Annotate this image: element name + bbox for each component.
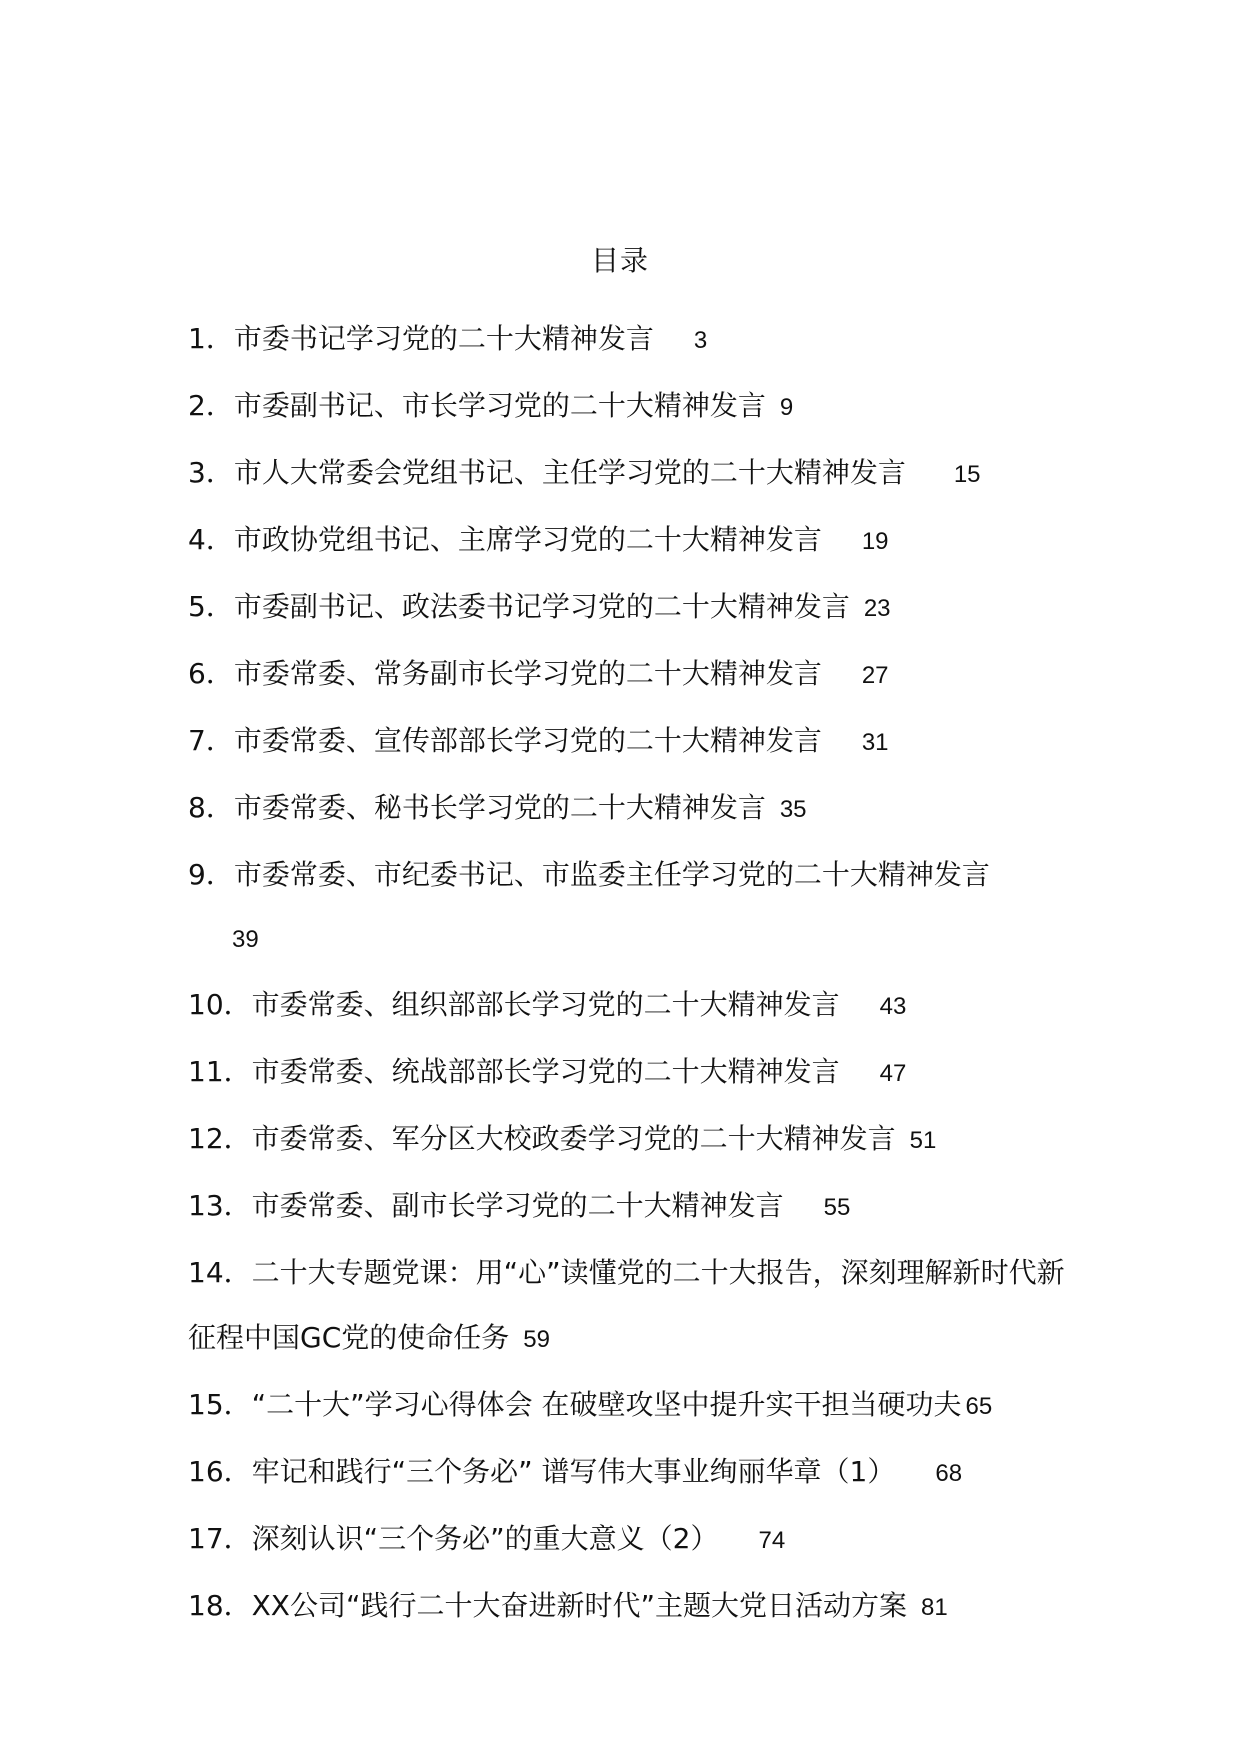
toc-entry-text: 12．市委常委、军分区大校政委学习党的二十大精神发言	[188, 1122, 896, 1155]
toc-page-number: 27	[861, 662, 889, 689]
toc-entry-text: 5．市委副书记、政法委书记学习党的二十大精神发言	[188, 590, 850, 623]
toc-entry[interactable]	[188, 972, 1068, 1039]
toc-entry[interactable]	[188, 1106, 1068, 1173]
toc-page-number: 39	[232, 926, 259, 953]
toc-page-number: 43	[879, 993, 907, 1020]
toc-entry[interactable]	[188, 306, 1068, 373]
toc-entry-text: 9．市委常委、市纪委书记、市监委主任学习党的二十大精神发言	[188, 858, 990, 891]
toc-entry[interactable]	[188, 1506, 1068, 1573]
toc-entry[interactable]	[188, 1039, 1068, 1106]
toc-entry[interactable]	[188, 775, 1068, 842]
toc-entry-text: 13．市委常委、副市长学习党的二十大精神发言	[188, 1189, 784, 1222]
toc-entry-text: 18．XX公司“践行二十大奋进新时代”主题大党日活动方案	[188, 1589, 908, 1622]
toc-page-number: 9	[779, 394, 794, 421]
toc-page-number: 23	[863, 595, 891, 622]
toc-entry[interactable]	[188, 1240, 1068, 1372]
toc-entry-text: 4．市政协党组书记、主席学习党的二十大精神发言	[188, 523, 822, 556]
toc-entry-text: 6．市委常委、常务副市长学习党的二十大精神发言	[188, 657, 822, 690]
toc-list	[188, 306, 1068, 1640]
toc-entry[interactable]	[188, 641, 1068, 708]
toc-entry[interactable]	[188, 373, 1068, 440]
toc-page-number: 51	[909, 1127, 937, 1154]
toc-entry[interactable]	[188, 1372, 1068, 1439]
toc-entry[interactable]	[188, 1173, 1068, 1240]
toc-entry-text: 7．市委常委、宣传部部长学习党的二十大精神发言	[188, 724, 822, 757]
toc-page-number: 19	[861, 528, 889, 555]
toc-page-number: 47	[879, 1060, 907, 1087]
toc-entry-text: 8．市委常委、秘书长学习党的二十大精神发言	[188, 791, 766, 824]
toc-page-number: 55	[823, 1194, 851, 1221]
toc-page-number: 74	[758, 1527, 786, 1554]
toc-entry-text: 17．深刻认识“三个务必”的重大意义（2）	[188, 1522, 719, 1555]
toc-page-number: 59	[523, 1326, 550, 1353]
toc-entry[interactable]	[188, 1573, 1068, 1640]
toc-entry-text: 11．市委常委、统战部部长学习党的二十大精神发言	[188, 1055, 840, 1088]
toc-entry-text: 14．二十大专题党课：用“心”读懂党的二十大报告，深刻理解新时代新征程中国GC党的使命任务	[188, 1256, 1065, 1354]
toc-entry-text: 1．市委书记学习党的二十大精神发言	[188, 322, 654, 355]
toc-page-number: 68	[935, 1460, 963, 1487]
toc-entry-text: 3．市人大常委会党组书记、主任学习党的二十大精神发言	[188, 456, 906, 489]
toc-page-number: 81	[921, 1594, 948, 1621]
toc-page-number: 15	[953, 461, 981, 488]
toc-entry[interactable]	[188, 1439, 1068, 1506]
toc-page-number: 35	[779, 796, 807, 823]
toc-title: 目录	[590, 244, 649, 277]
toc-entry-text: 15．“二十大”学习心得体会 在破壁攻坚中提升实干担当硬功夫	[188, 1388, 962, 1421]
toc-entry-text: 2．市委副书记、市长学习党的二十大精神发言	[188, 389, 766, 422]
toc-page-number: 65	[965, 1393, 993, 1420]
toc-entry-text: 10．市委常委、组织部部长学习党的二十大精神发言	[188, 988, 840, 1021]
toc-entry-text: 16．牢记和践行“三个务必” 谱写伟大事业绚丽华章（1）	[188, 1455, 896, 1488]
toc-entry[interactable]	[188, 507, 1068, 574]
toc-entry[interactable]	[188, 842, 1068, 972]
toc-entry[interactable]	[188, 574, 1068, 641]
toc-page-number: 31	[861, 729, 889, 756]
toc-entry[interactable]	[188, 440, 1068, 507]
toc-page-number: 3	[693, 327, 708, 354]
toc-entry[interactable]	[188, 708, 1068, 775]
